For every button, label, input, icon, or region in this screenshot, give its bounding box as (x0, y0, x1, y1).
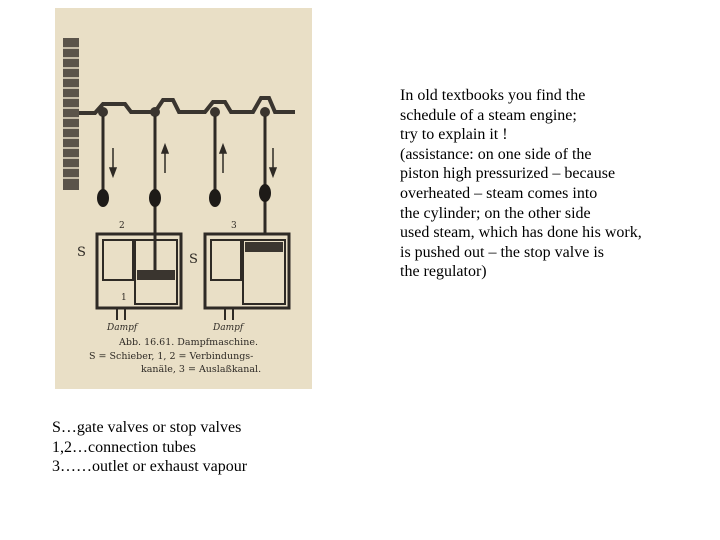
label-2: 2 (119, 221, 125, 231)
label-3: 3 (231, 221, 237, 231)
label-s-left: S (77, 245, 86, 260)
label-dampf-right: Dampf (213, 323, 244, 333)
label-s-right: S (189, 252, 198, 267)
explanation-text: In old textbooks you find the schedule of a steam engine; try to explain it ! (assistance: on one side of the piston high pressurized – because overheated – steam comes into the cylinder; on the other side used steam, which has done his work, is pushed out – the stop valve is the regulator) (400, 87, 642, 281)
caption-line-1: Abb. 16.61. Dampfmaschine. (119, 337, 258, 348)
steam-engine-diagram (55, 8, 312, 389)
caption-line-3: kanäle, 3 = Auslaßkanal. (141, 364, 262, 375)
caption-line-2: S = Schieber, 1, 2 = Verbindungs- (89, 351, 254, 362)
steam-engine-figure (55, 8, 312, 389)
direction-arrows (110, 145, 276, 176)
legend-item-gate-valves: S…gate valves or stop valves (52, 419, 242, 436)
legend (52, 418, 352, 477)
label-dampf-left: Dampf (107, 323, 138, 333)
legend-item-connection-tubes: 1,2…connection tubes (52, 438, 196, 456)
label-1: 1 (121, 293, 127, 303)
flywheel (63, 38, 79, 190)
legend-item-outlet: 3……outlet or exhaust vapour (52, 458, 248, 475)
